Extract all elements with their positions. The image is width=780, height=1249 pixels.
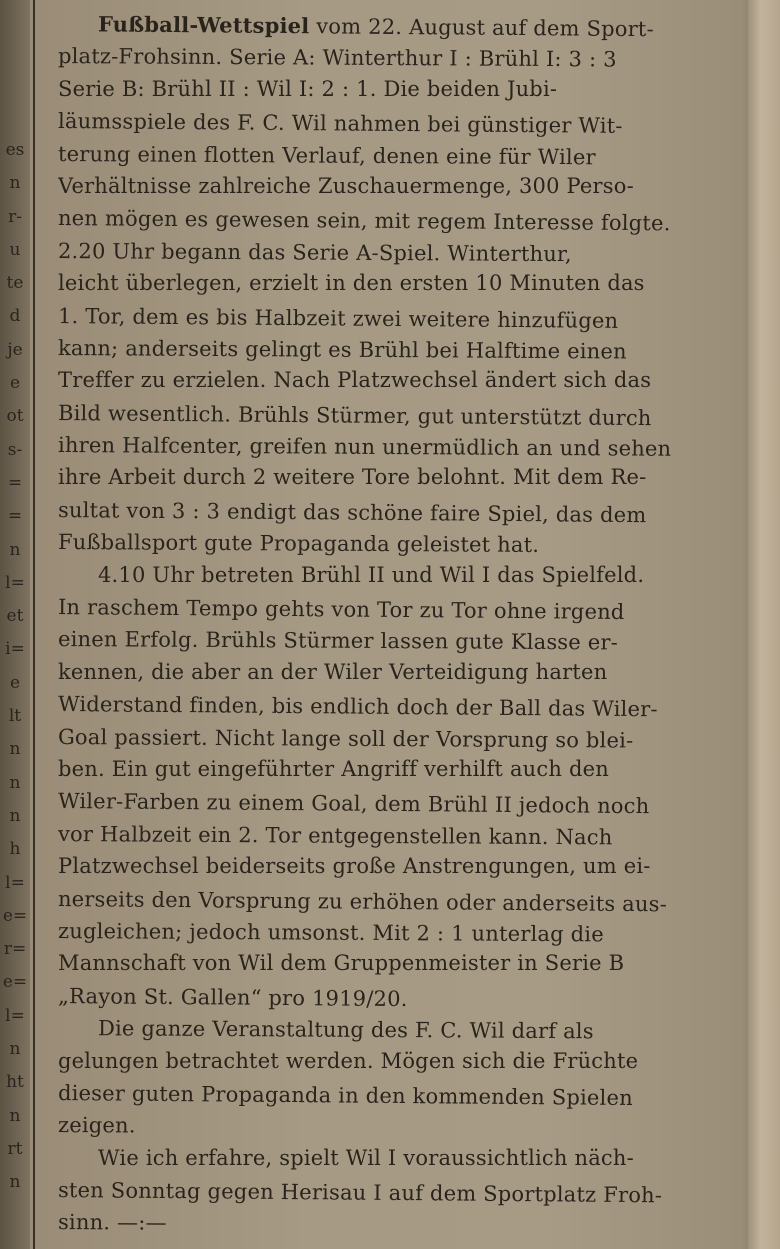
article-headline: Fußball-Wettspiel — [97, 11, 310, 39]
article-line: ihren Halfcenter, greifen nun unermüdlich an und sehen — [57, 433, 672, 461]
adjacent-column-fragment: e — [9, 373, 21, 394]
adjacent-column-fragment: n — [9, 173, 21, 194]
article-line: zugleichen; jedoch umsonst. Mit 2 : 1 unterlag die — [57, 918, 604, 947]
article-line: Widerstand finden, bis endlich doch der Ball das Wiler- — [57, 692, 658, 722]
article-line: Serie B: Brühl II : Wil I: 2 : 1. Die beiden Jubi- — [58, 76, 558, 101]
adjacent-column-fragment: lt — [8, 706, 22, 727]
adjacent-column-fragment: rt — [7, 1138, 23, 1159]
article-line: sten Sonntag gegen Herisau I auf dem Sportplatz Froh- — [57, 1178, 663, 1208]
adjacent-column-fragment: n — [9, 739, 21, 760]
adjacent-column-fragments — [0, 134, 30, 1200]
adjacent-column-fragment: i= — [5, 639, 25, 660]
article-line: sultat von 3 : 3 endigt das schöne faire Spiel, das dem — [57, 497, 647, 527]
adjacent-column-fragment: ot — [6, 406, 24, 427]
article-line-text: vom 22. August auf dem Sport- — [309, 14, 654, 42]
article-line: kennen, die aber an der Wiler Verteidigung harten — [58, 659, 608, 684]
adjacent-column-fragment: e — [9, 672, 21, 693]
article-line: Mannschaft von Wil dem Gruppenmeister in Serie B — [58, 951, 625, 976]
article-line: Bild wesentlich. Brühls Stürmer, gut unterstützt durch — [57, 400, 652, 430]
adjacent-column-fragment: n — [9, 805, 21, 826]
article-line: Platzwechsel beiderseits große Anstrengungen, um ei- — [58, 854, 651, 879]
adjacent-column-fragment: e= — [2, 905, 28, 926]
adjacent-column-fragment: h — [9, 839, 21, 860]
article-line: kann; anderseits gelingt es Brühl bei Halftime einen — [57, 335, 627, 364]
adjacent-column-fragment: l= — [5, 1005, 25, 1026]
article-line: Goal passiert. Nicht lange soll der Vorsprung so blei- — [57, 724, 634, 753]
article-line: vor Halbzeit ein 2. Tor entgegenstellen kann. Nach — [57, 821, 613, 850]
article-line: Die ganze Veranstaltung des F. C. Wil darf als — [97, 1016, 594, 1044]
article-line: Wiler-Farben zu einem Goal, dem Brühl II jedoch noch — [57, 789, 650, 819]
article-line: 2.20 Uhr begann das Serie A-Spiel. Winterthur, — [57, 238, 572, 266]
article-column — [58, 8, 738, 1239]
article-line: gelungen betrachtet werden. Mögen sich die Früchte — [58, 1048, 639, 1073]
article-line: „Rayon St. Gallen“ pro 1919/20. — [57, 983, 408, 1011]
article-line: Verhältnisse zahlreiche Zuschauermenge, 300 Perso- — [58, 173, 634, 198]
article-line: nen mögen es gewesen sein, mit regem Interesse folgte. — [57, 206, 671, 236]
article-line: leicht überlegen, erzielt in den ersten 10 Minuten das — [58, 271, 645, 296]
page-right-edge — [748, 0, 780, 1249]
article-line: Treffer zu erzielen. Nach Platzwechsel ändert sich das — [58, 368, 652, 393]
adjacent-column-fragment: ht — [6, 1072, 24, 1093]
adjacent-column-fragment: l= — [5, 572, 25, 593]
article-line: terung einen flotten Verlauf, denen eine für Wiler — [57, 141, 596, 169]
adjacent-column-fragment: n — [9, 539, 21, 560]
adjacent-column-fragment: et — [6, 606, 24, 627]
adjacent-column-fragment: r= — [3, 939, 27, 960]
adjacent-column-fragment: l= — [5, 872, 25, 893]
adjacent-column-fragment: n — [9, 772, 21, 793]
article-line: nerseits den Vorsprung zu erhöhen oder anderseits aus- — [57, 886, 668, 916]
article-line: Fußballsport gute Propaganda geleistet hat. — [57, 530, 540, 558]
column-rule — [33, 0, 35, 1249]
adjacent-column-fragment: = — [7, 472, 23, 493]
adjacent-column-fragment: r- — [8, 206, 22, 227]
article-line: platz-Frohsinn. Serie A: Winterthur I : Brühl I: 3 : 3 — [57, 44, 617, 72]
article-line: In raschem Tempo gehts von Tor zu Tor ohne irgend — [57, 595, 625, 624]
adjacent-column-fragment: te — [6, 273, 24, 294]
adjacent-column-fragment: je — [7, 339, 23, 360]
adjacent-column-fragment: = — [7, 506, 23, 527]
article-line: dieser guten Propaganda in den kommenden Spielen — [57, 1080, 633, 1110]
adjacent-column-fragment: n — [9, 1172, 21, 1193]
adjacent-column-fragment: n — [9, 1039, 21, 1060]
adjacent-column-fragment: d — [9, 306, 21, 327]
article-line: Wie ich erfahre, spielt Wil I voraussichtlich näch- — [98, 1145, 634, 1170]
adjacent-column-fragment: u — [9, 239, 21, 260]
adjacent-column-fragment: e= — [2, 972, 28, 993]
adjacent-column-fragment: n — [9, 1105, 21, 1126]
article-line: ben. Ein gut eingeführter Angriff verhilft auch den — [58, 756, 609, 781]
article-line: 4.10 Uhr betreten Brühl II und Wil I das Spielfeld. — [98, 562, 645, 587]
article-line: 1. Tor, dem es bis Halbzeit zwei weitere hinzufügen — [57, 303, 619, 333]
article-line: ihre Arbeit durch 2 weitere Tore belohnt. Mit dem Re- — [58, 465, 647, 490]
adjacent-column-fragment: es — [5, 140, 25, 160]
article-line: sinn. —:— — [57, 1210, 167, 1236]
adjacent-column-fragment: s- — [7, 439, 23, 460]
article-line: einen Erfolg. Brühls Stürmer lassen gute Klasse er- — [57, 627, 619, 655]
article-line: läumsspiele des F. C. Wil nahmen bei günstiger Wit- — [57, 109, 623, 139]
article-line: zeigen. — [57, 1113, 136, 1138]
